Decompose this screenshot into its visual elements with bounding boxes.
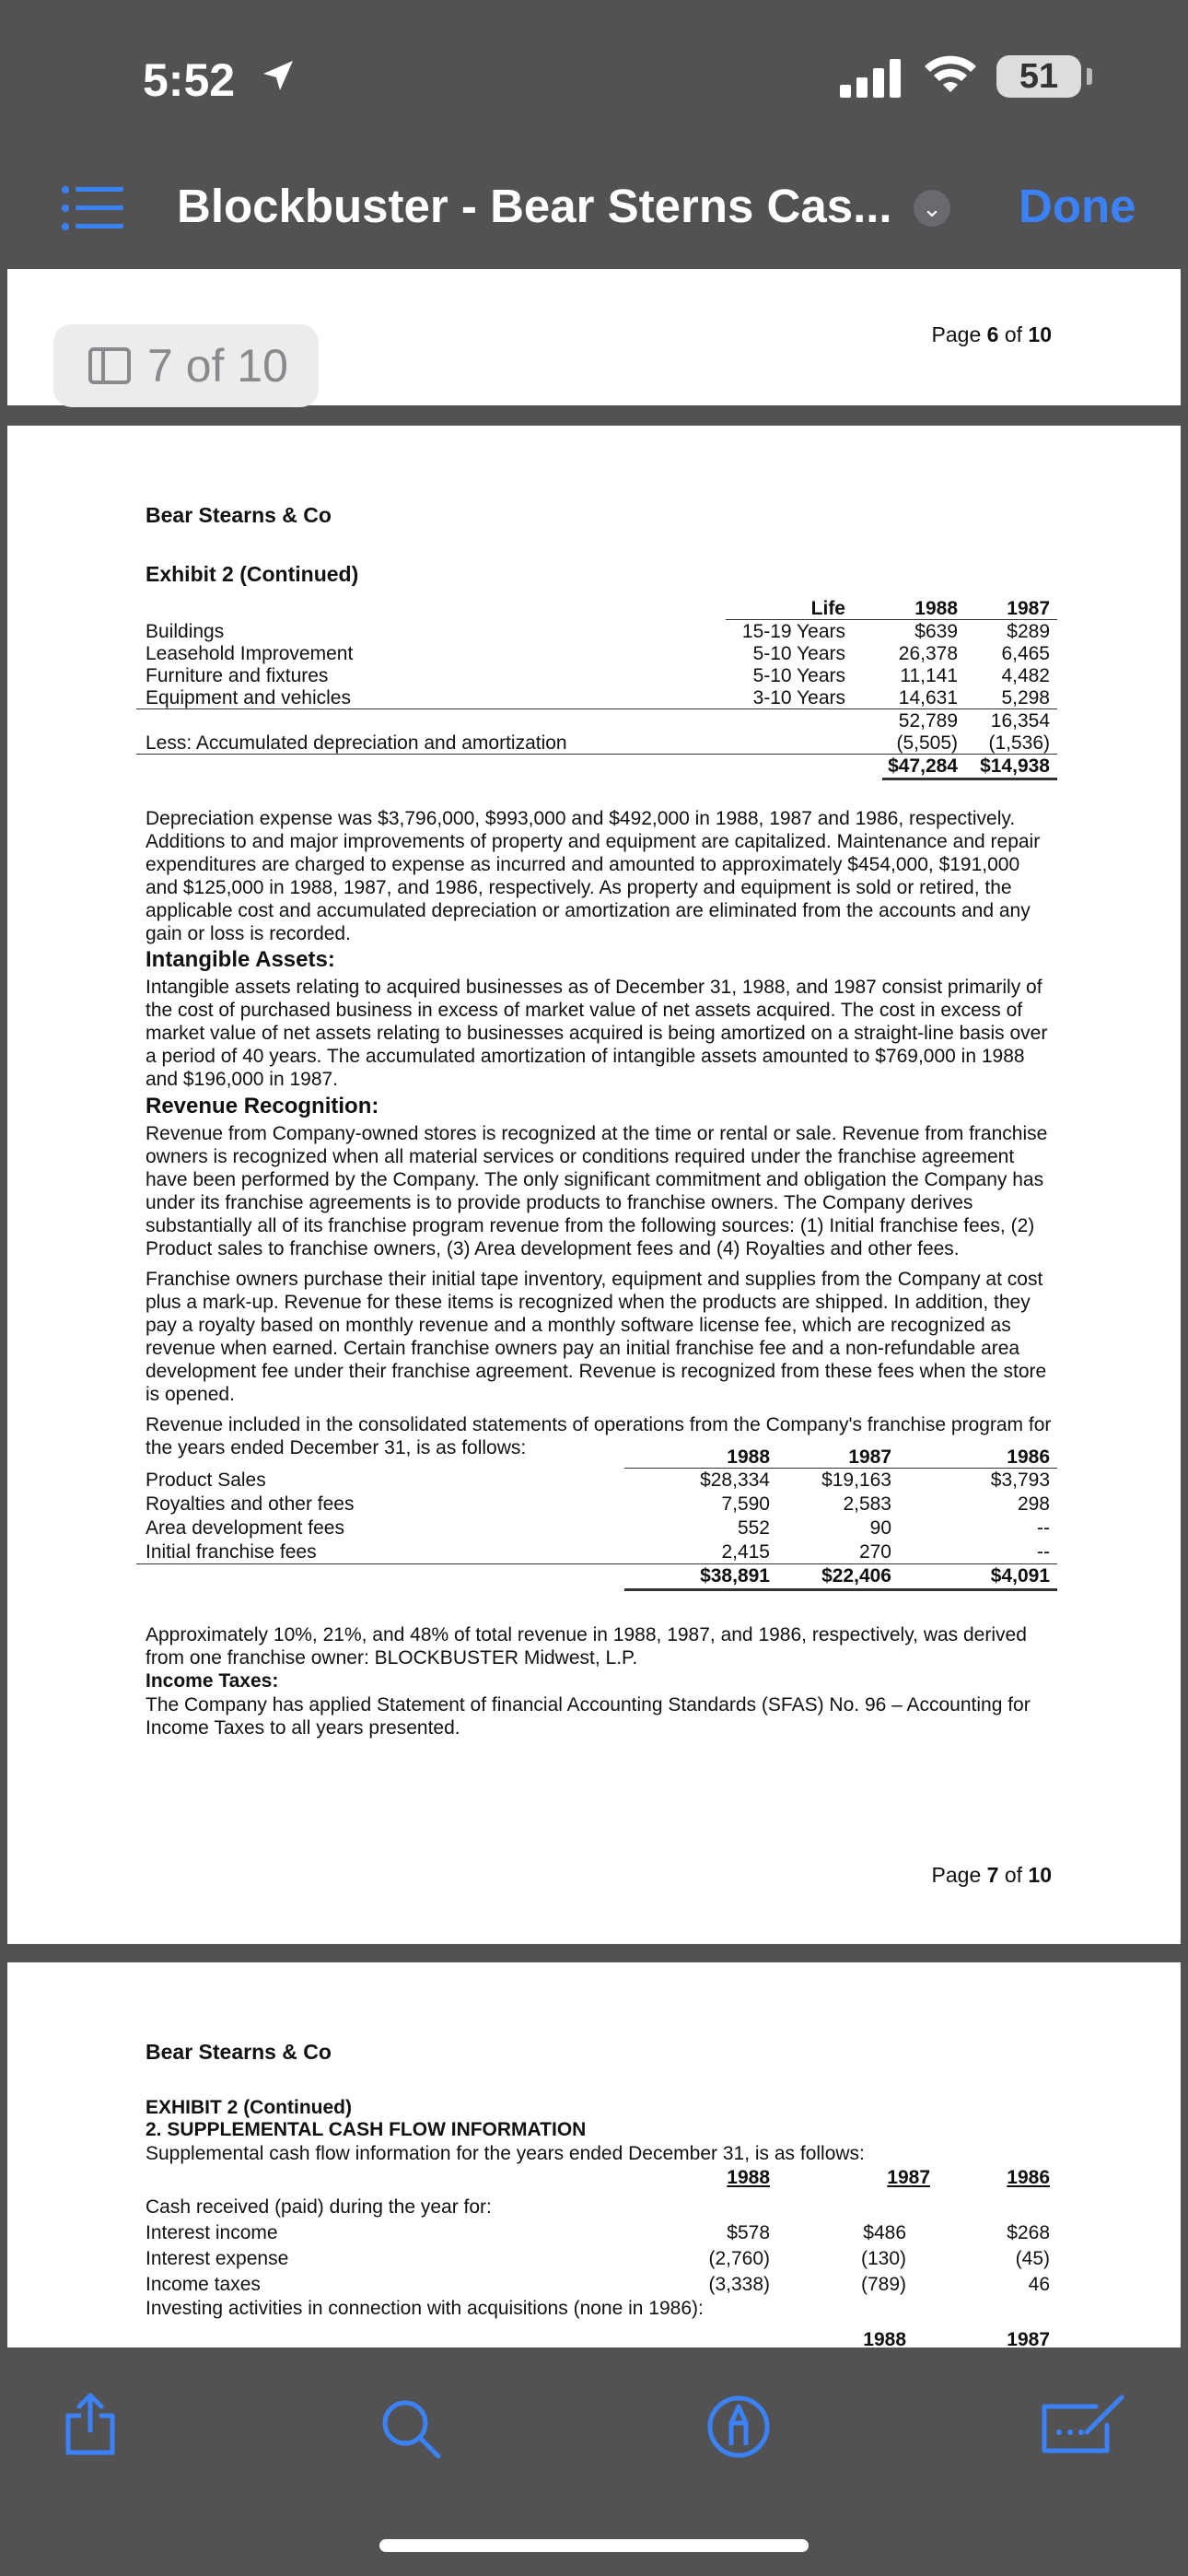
status-bar xyxy=(0,0,1188,157)
total-1988: $38,891 xyxy=(700,1565,770,1587)
row-label: Equipment and vehicles xyxy=(146,687,351,708)
row-1987: $486 xyxy=(863,2222,906,2243)
list-icon[interactable] xyxy=(61,184,123,232)
page-7 xyxy=(7,426,1181,1944)
total-rule xyxy=(136,754,1057,755)
header-rule xyxy=(624,1468,1057,1469)
total-rule xyxy=(136,1563,1057,1564)
depreciation-paragraph: Depreciation expense was $3,796,000, $993,000 and $492,000 in 1988, 1987 and 1986, respectively. Additions to and major improvements of property and equipment are capitalized. Maintenance and repair expenditures are charged to expense as incurred and amounted to approximately $454,000, $191,000 and $125,000 in 1988, 1987, and 1986, respectively. As property and equipment is sold or retired, the applicable cost and accumulated depreciation or amortization are eliminated from the accounts and any gain or loss is recorded. xyxy=(146,808,1041,944)
row-label: Interest income xyxy=(146,2222,278,2243)
done-button[interactable]: Done xyxy=(1019,180,1136,232)
subtotal-1988: 52,789 xyxy=(898,710,958,732)
row-1987: 4,482 xyxy=(1001,665,1050,686)
less-label: Less: Accumulated depreciation and amortization xyxy=(146,732,567,754)
row-1986: $3,793 xyxy=(990,1469,1050,1491)
cash-label: Cash received (paid) during the year for: xyxy=(146,2196,492,2218)
row-label: Initial franchise fees xyxy=(146,1541,317,1563)
row-1987: $289 xyxy=(1007,621,1050,642)
row-1987: 6,465 xyxy=(1001,643,1050,664)
row-1988: 2,415 xyxy=(721,1541,770,1563)
row-1988: 11,141 xyxy=(900,665,958,686)
more-icon[interactable] xyxy=(1035,2394,1127,2460)
total-double-rule xyxy=(882,778,1057,780)
total-1987: $14,938 xyxy=(980,755,1050,777)
row-life: 5-10 Years xyxy=(752,665,845,686)
row-label: Income taxes xyxy=(146,2274,261,2295)
row-1988: 26,378 xyxy=(898,643,958,664)
company-header: Bear Stearns & Co xyxy=(146,2040,332,2064)
row-label: Royalties and other fees xyxy=(146,1493,355,1515)
exhibit-title: EXHIBIT 2 (Continued) xyxy=(146,2097,352,2118)
row-1987: 2,583 xyxy=(843,1493,891,1515)
col-header-1987: 1987 xyxy=(887,2167,930,2188)
signal-icon xyxy=(840,57,901,98)
less-1987: (1,536) xyxy=(988,732,1050,754)
approx-paragraph: Approximately 10%, 21%, and 48% of total revenue in 1988, 1987, and 1986, respectively, was derived from one franchise owner: BLOCKBUSTER Midwest, L.P. xyxy=(146,1624,1027,1669)
row-1986: $268 xyxy=(1007,2222,1050,2243)
revenue-heading: Revenue Recognition: xyxy=(146,1094,379,1118)
document-title[interactable]: Blockbuster - Bear Sterns Cas... xyxy=(177,180,892,232)
total-1988: $47,284 xyxy=(888,755,958,777)
row-1988: (3,338) xyxy=(708,2274,770,2295)
col-header-1986: 1986 xyxy=(1007,2167,1050,2188)
sidebar-icon xyxy=(88,347,131,384)
col-header-1988: 1988 xyxy=(727,2167,770,2188)
row-life: 3-10 Years xyxy=(752,687,845,708)
intangible-paragraph: Intangible assets relating to acquired businesses as of December 31, 1988, and 1987 consist primarily of the cost of purchased business in excess of market value of net assets acquired. The cost in excess of market value of net assets relating to businesses acquired is being amortized on a straight-line basis over a period of 40 years. The accumulated amortization of intangible assets amounted to $769,000 in 1988 and $196,000 in 1987. xyxy=(146,977,1048,1090)
page-7-footer: Page 7 of 10 xyxy=(931,1863,1052,1887)
row-1988: $639 xyxy=(914,621,958,642)
page-indicator[interactable] xyxy=(53,324,319,407)
intro-text: Supplemental cash flow information for the years ended December 31, is as follows: xyxy=(146,2143,865,2164)
section-title: 2. SUPPLEMENTAL CASH FLOW INFORMATION xyxy=(146,2119,587,2140)
page-8 xyxy=(7,1962,1181,2348)
revenue-paragraphs: Revenue from Company-owned stores is recognized at the time or rental or sale. Revenue from franchise owners is recognized when all material services or conditions required under the franchise agreement have been performed by the Company. The only significant commitment and obligation the Company has under its franchise agreements is to provide products to franchise owners. The Company derives substantially all of its franchise program revenue from the following sources: (1) Initial franchise fees, (2) Product sales to franchise owners, (3) Area development fees and (4) Royalties and other fees. Franchise owners purchase their initial tape inventory, equipment and supplies from the Company at cost plus a mark-up. Revenue for these items is recognized when the products are shipped. In addition, they pay a royalty based on monthly revenue and a monthly software license fee, which are recognized as revenue when earned. Certain franchise owners pay an initial franchise fee and a non-refundable area development fee under their franchise agreement. Revenue is recognized from these fees when the store is opened. Revenue included in the consolidated statements of operations from the Company's franchise program for the years ended December 31, is as follows: xyxy=(146,1123,1052,1458)
row-1988: 14,631 xyxy=(898,687,958,708)
row-label: Interest expense xyxy=(146,2248,289,2269)
row-life: 15-19 Years xyxy=(741,621,845,642)
row-label: Area development fees xyxy=(146,1517,344,1539)
row-label: Leasehold Improvement xyxy=(146,643,354,664)
row-1986: 46 xyxy=(1028,2274,1050,2295)
home-indicator[interactable] xyxy=(379,2539,809,2552)
col-header-1988: 1988 xyxy=(863,2329,906,2348)
battery-icon: 51 xyxy=(996,55,1081,98)
row-1986: (45) xyxy=(1015,2248,1050,2269)
wifi-icon xyxy=(921,52,980,96)
income-paragraph: The Company has applied Statement of financial Accounting Standards (SFAS) No. 96 – Accounting for Income Taxes to all years presented. xyxy=(146,1694,1031,1739)
battery-nub xyxy=(1087,68,1092,85)
row-1988: 552 xyxy=(737,1517,770,1539)
total-double-rule xyxy=(624,1588,1057,1591)
row-1986: -- xyxy=(1037,1517,1050,1539)
row-1987: $19,163 xyxy=(821,1469,891,1491)
status-time: 5:52 xyxy=(143,54,236,106)
total-1987: $22,406 xyxy=(821,1565,891,1587)
row-1987: 270 xyxy=(858,1541,891,1563)
row-1988: $578 xyxy=(727,2222,770,2243)
row-label: Product Sales xyxy=(146,1469,266,1491)
exhibit-title: Exhibit 2 (Continued) xyxy=(146,562,359,586)
markup-icon[interactable] xyxy=(705,2394,772,2460)
col-header-1987: 1987 xyxy=(1007,2329,1050,2348)
total-1986: $4,091 xyxy=(990,1565,1050,1587)
row-1988: (2,760) xyxy=(708,2248,770,2269)
page-indicator-label: 7 of 10 xyxy=(147,340,288,392)
row-1987: (789) xyxy=(860,2274,906,2295)
row-1986: -- xyxy=(1037,1541,1050,1563)
chevron-down-icon[interactable]: ⌄ xyxy=(914,190,950,227)
less-1988: (5,505) xyxy=(896,732,958,754)
row-1987: 5,298 xyxy=(1001,687,1050,708)
share-icon[interactable] xyxy=(57,2390,123,2456)
row-1988: 7,590 xyxy=(721,1493,770,1515)
row-label: Furniture and fixtures xyxy=(146,665,329,686)
investing-label: Investing activities in connection with acquisitions (none in 1986): xyxy=(146,2298,704,2319)
col-header-1988: 1988 xyxy=(914,598,958,619)
row-life: 5-10 Years xyxy=(752,643,845,664)
col-header-1986: 1986 xyxy=(1007,1446,1050,1468)
search-icon[interactable] xyxy=(378,2395,444,2462)
intangible-heading: Intangible Assets: xyxy=(146,947,335,972)
row-label: Buildings xyxy=(146,621,225,642)
subtotal-rule xyxy=(136,708,1057,709)
header-rule xyxy=(726,619,1057,620)
col-header-1987: 1987 xyxy=(848,1446,891,1468)
col-header-1988: 1988 xyxy=(727,1446,770,1468)
row-1987: (130) xyxy=(860,2248,906,2269)
row-1988: $28,334 xyxy=(700,1469,770,1491)
page-6-footer: Page 6 of 10 xyxy=(931,322,1052,346)
row-1986: 298 xyxy=(1017,1493,1050,1515)
row-1987: 90 xyxy=(869,1517,891,1539)
col-header-life: Life xyxy=(810,598,845,619)
company-header: Bear Stearns & Co xyxy=(146,503,332,527)
subtotal-1987: 16,354 xyxy=(990,710,1050,732)
location-arrow-icon xyxy=(260,57,297,103)
income-heading: Income Taxes: xyxy=(146,1670,279,1692)
col-header-1987: 1987 xyxy=(1007,598,1050,619)
